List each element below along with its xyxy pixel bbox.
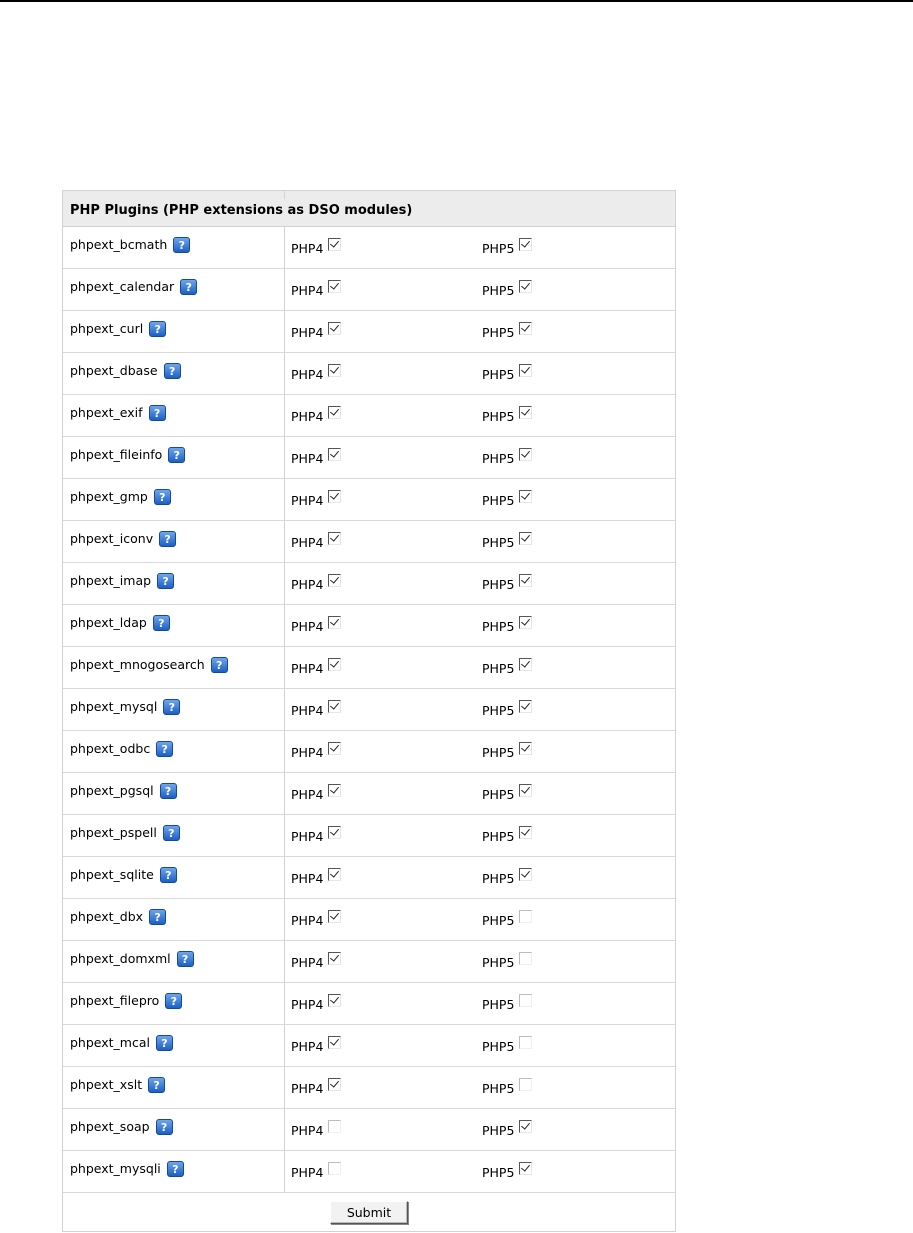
plugin-row [63,1025,675,1067]
php5-checkbox[interactable] [519,868,532,881]
php5-checkbox[interactable] [519,700,532,713]
plugin-name: phpext_calendar [70,279,175,294]
php4-label: PHP4 [291,535,324,550]
php5-checkbox[interactable] [519,490,532,503]
plugin-options-cell [285,1025,675,1066]
php5-label: PHP5 [482,367,515,382]
help-icon[interactable]: ? [180,279,197,295]
help-icon[interactable]: ? [167,1161,184,1177]
plugin-name: phpext_odbc [70,741,151,756]
plugin-name: phpext_pspell [70,825,157,840]
php4-label: PHP4 [291,577,324,592]
php5-label: PHP5 [482,1123,515,1138]
php5-option [482,661,532,676]
php4-option [291,283,341,298]
plugin-row [63,983,675,1025]
php5-label: PHP5 [482,619,515,634]
php5-checkbox[interactable] [519,616,532,629]
php5-checkbox [519,1036,532,1049]
php5-option [482,493,532,508]
plugin-name: phpext_exif [70,405,143,420]
php4-checkbox[interactable] [328,910,341,923]
php4-option [291,745,341,760]
php5-checkbox [519,952,532,965]
plugin-options-cell [285,647,675,688]
header-divider [284,191,285,199]
plugin-name: phpext_ldap [70,615,147,630]
php5-checkbox[interactable] [519,1120,532,1133]
php5-option [482,955,532,970]
plugin-name: phpext_gmp [70,489,148,504]
php4-checkbox[interactable] [328,616,341,629]
plugin-options-cell [285,521,675,562]
php4-checkbox[interactable] [328,994,341,1007]
help-icon[interactable]: ? [149,405,166,421]
php4-checkbox [328,1120,341,1133]
plugin-name: phpext_sqlite [70,867,154,882]
help-icon[interactable]: ? [168,447,185,463]
panel-header [63,191,675,227]
php4-label: PHP4 [291,241,324,256]
plugin-name-cell [63,605,285,646]
php5-label: PHP5 [482,871,515,886]
plugin-options-cell [285,605,675,646]
help-icon[interactable]: ? [160,783,177,799]
php5-checkbox[interactable] [519,448,532,461]
plugin-row [63,311,675,353]
help-icon[interactable]: ? [163,825,180,841]
plugin-options-cell [285,227,675,268]
php4-checkbox[interactable] [328,448,341,461]
plugin-row [63,269,675,311]
php5-option [482,409,532,424]
plugin-list [63,227,675,1193]
php4-option [291,661,341,676]
php5-option [482,241,532,256]
php5-checkbox[interactable] [519,658,532,671]
php4-option [291,619,341,634]
plugin-name: phpext_pgsql [70,783,154,798]
plugin-row [63,395,675,437]
help-icon[interactable]: ? [156,1119,173,1135]
help-icon[interactable]: ? [149,909,166,925]
php5-option [482,1039,532,1054]
php5-label: PHP5 [482,493,515,508]
top-rule [0,0,913,2]
help-icon[interactable]: ? [177,951,194,967]
php5-option [482,829,532,844]
panel-title: PHP Plugins (PHP extensions as DSO modules) [70,203,413,218]
php5-option [482,997,532,1012]
plugin-name: phpext_imap [70,573,152,588]
plugin-options-cell [285,269,675,310]
plugin-options-cell [285,773,675,814]
php4-checkbox[interactable] [328,742,341,755]
plugin-options-cell [285,941,675,982]
php5-label: PHP5 [482,955,515,970]
php4-option [291,703,341,718]
php5-option [482,745,532,760]
php4-checkbox[interactable] [328,574,341,587]
plugin-name: phpext_domxml [70,951,171,966]
php5-checkbox[interactable] [519,406,532,419]
php5-option [482,451,532,466]
php4-label: PHP4 [291,1123,324,1138]
plugin-name-cell [63,227,285,268]
php5-checkbox[interactable] [519,280,532,293]
php5-label: PHP5 [482,997,515,1012]
plugin-row [63,1151,675,1193]
plugin-row [63,815,675,857]
php4-checkbox[interactable] [328,490,341,503]
php4-label: PHP4 [291,913,324,928]
plugin-name-cell [63,689,285,730]
php4-option [291,409,341,424]
plugin-options-cell [285,437,675,478]
plugin-name-cell [63,983,285,1024]
plugin-name: phpext_mcal [70,1035,150,1050]
plugin-name-cell [63,1109,285,1150]
php4-label: PHP4 [291,451,324,466]
php5-option [482,535,532,550]
php4-label: PHP4 [291,367,324,382]
plugin-row [63,437,675,479]
help-icon[interactable]: ? [156,741,173,757]
plugin-row [63,899,675,941]
plugin-row [63,689,675,731]
php5-label: PHP5 [482,661,515,676]
php4-label: PHP4 [291,1039,324,1054]
plugin-row [63,773,675,815]
plugin-name: phpext_curl [70,321,144,336]
help-icon[interactable]: ? [156,1035,173,1051]
php5-option [482,283,532,298]
plugin-name-cell [63,311,285,352]
php5-label: PHP5 [482,703,515,718]
plugin-name: phpext_dbx [70,909,144,924]
php5-label: PHP5 [482,241,515,256]
plugin-name-cell [63,857,285,898]
plugin-row [63,227,675,269]
php4-label: PHP4 [291,493,324,508]
php4-option [291,493,341,508]
plugin-name: phpext_mnogosearch [70,657,205,672]
php4-label: PHP4 [291,871,324,886]
php4-option [291,535,341,550]
help-icon[interactable]: ? [148,1077,165,1093]
php5-checkbox[interactable] [519,532,532,545]
php5-option [482,325,532,340]
help-icon[interactable]: ? [154,489,171,505]
php5-option [482,1165,532,1180]
php4-label: PHP4 [291,283,324,298]
plugin-row [63,731,675,773]
plugin-options-cell [285,689,675,730]
php4-label: PHP4 [291,703,324,718]
php5-option [482,1081,532,1096]
plugin-name: phpext_filepro [70,993,160,1008]
plugin-name-cell [63,521,285,562]
php4-label: PHP4 [291,661,324,676]
php4-option [291,829,341,844]
plugin-row [63,605,675,647]
plugin-options-cell [285,353,675,394]
php5-option [482,619,532,634]
php4-option [291,241,341,256]
plugin-name: phpext_mysqli [70,1161,161,1176]
plugin-options-cell [285,563,675,604]
php4-checkbox[interactable] [328,238,341,251]
php4-option [291,577,341,592]
plugin-name-cell [63,563,285,604]
help-icon[interactable]: ? [159,531,176,547]
plugin-name-cell [63,815,285,856]
php4-checkbox[interactable] [328,784,341,797]
php5-label: PHP5 [482,1039,515,1054]
php4-checkbox[interactable] [328,322,341,335]
php5-label: PHP5 [482,1081,515,1096]
php4-checkbox[interactable] [328,1036,341,1049]
php5-option [482,871,532,886]
plugin-options-cell [285,857,675,898]
plugin-row [63,647,675,689]
plugin-name-cell [63,1151,285,1192]
php4-option [291,367,341,382]
plugin-name: phpext_bcmath [70,237,168,252]
plugin-name: phpext_dbase [70,363,158,378]
plugin-options-cell [285,479,675,520]
php5-checkbox[interactable] [519,784,532,797]
php4-checkbox[interactable] [328,406,341,419]
php5-option [482,577,532,592]
php4-option [291,1039,341,1054]
help-icon[interactable]: ? [157,573,174,589]
php4-option [291,451,341,466]
php5-label: PHP5 [482,325,515,340]
plugin-row [63,1067,675,1109]
php5-checkbox [519,910,532,923]
plugin-options-cell [285,731,675,772]
php4-label: PHP4 [291,997,324,1012]
plugin-row [63,563,675,605]
plugin-name-cell [63,353,285,394]
php4-label: PHP4 [291,1165,324,1180]
php5-checkbox[interactable] [519,238,532,251]
plugin-name-cell [63,647,285,688]
help-icon[interactable]: ? [160,867,177,883]
plugin-name-cell [63,1067,285,1108]
plugin-name: phpext_mysql [70,699,158,714]
php4-option [291,1123,341,1138]
php4-option [291,871,341,886]
plugin-name-cell [63,731,285,772]
php4-checkbox[interactable] [328,700,341,713]
php5-checkbox[interactable] [519,322,532,335]
php5-checkbox[interactable] [519,742,532,755]
php4-checkbox[interactable] [328,280,341,293]
php4-option [291,997,341,1012]
php4-option [291,955,341,970]
plugin-options-cell [285,311,675,352]
plugin-row [63,479,675,521]
php4-label: PHP4 [291,745,324,760]
php5-checkbox[interactable] [519,1162,532,1175]
plugin-name-cell [63,269,285,310]
php5-label: PHP5 [482,283,515,298]
plugin-options-cell [285,815,675,856]
plugin-options-cell [285,983,675,1024]
php4-checkbox[interactable] [328,658,341,671]
help-icon[interactable]: ? [149,321,166,337]
plugin-name-cell [63,1025,285,1066]
plugin-name: phpext_xslt [70,1077,143,1092]
php5-checkbox[interactable] [519,574,532,587]
help-icon[interactable]: ? [165,993,182,1009]
php5-option [482,1123,532,1138]
plugin-options-cell [285,1151,675,1192]
php4-checkbox[interactable] [328,952,341,965]
php4-checkbox[interactable] [328,532,341,545]
plugin-row [63,941,675,983]
php5-option [482,913,532,928]
php4-checkbox [328,1162,341,1175]
php5-label: PHP5 [482,1165,515,1180]
help-icon[interactable]: ? [153,615,170,631]
php4-option [291,1081,341,1096]
plugin-name-cell [63,437,285,478]
php5-option [482,367,532,382]
plugin-options-cell [285,1109,675,1150]
php-plugins-panel [62,190,676,1232]
help-icon[interactable]: ? [173,237,190,253]
php4-label: PHP4 [291,325,324,340]
plugin-row [63,1109,675,1151]
php5-label: PHP5 [482,829,515,844]
php4-label: PHP4 [291,829,324,844]
plugin-name: phpext_soap [70,1119,150,1134]
plugin-name: phpext_iconv [70,531,154,546]
php5-checkbox[interactable] [519,364,532,377]
php5-label: PHP5 [482,451,515,466]
php4-label: PHP4 [291,1081,324,1096]
php5-label: PHP5 [482,913,515,928]
help-icon[interactable]: ? [163,699,180,715]
plugin-name-cell [63,395,285,436]
plugin-name-cell [63,941,285,982]
php4-label: PHP4 [291,787,324,802]
plugin-name: phpext_fileinfo [70,447,163,462]
php5-label: PHP5 [482,787,515,802]
plugin-name-cell [63,899,285,940]
help-icon[interactable]: ? [211,657,228,673]
php4-label: PHP4 [291,619,324,634]
php5-option [482,703,532,718]
php4-checkbox[interactable] [328,1078,341,1091]
php5-label: PHP5 [482,577,515,592]
php4-label: PHP4 [291,955,324,970]
php5-checkbox [519,994,532,1007]
php5-option [482,787,532,802]
plugin-options-cell [285,899,675,940]
submit-button[interactable]: Submit [330,1201,408,1224]
php4-option [291,913,341,928]
php5-checkbox [519,1078,532,1091]
submit-row [63,1193,675,1231]
help-icon[interactable]: ? [164,363,181,379]
plugin-row [63,857,675,899]
plugin-options-cell [285,1067,675,1108]
php4-option [291,1165,341,1180]
php4-option [291,325,341,340]
php5-label: PHP5 [482,745,515,760]
php4-checkbox[interactable] [328,826,341,839]
php4-label: PHP4 [291,409,324,424]
php5-label: PHP5 [482,409,515,424]
plugin-name-cell [63,479,285,520]
plugin-row [63,521,675,563]
php4-option [291,787,341,802]
php4-checkbox[interactable] [328,868,341,881]
plugin-options-cell [285,395,675,436]
php4-checkbox[interactable] [328,364,341,377]
plugin-name-cell [63,773,285,814]
php5-label: PHP5 [482,535,515,550]
plugin-row [63,353,675,395]
php5-checkbox[interactable] [519,826,532,839]
